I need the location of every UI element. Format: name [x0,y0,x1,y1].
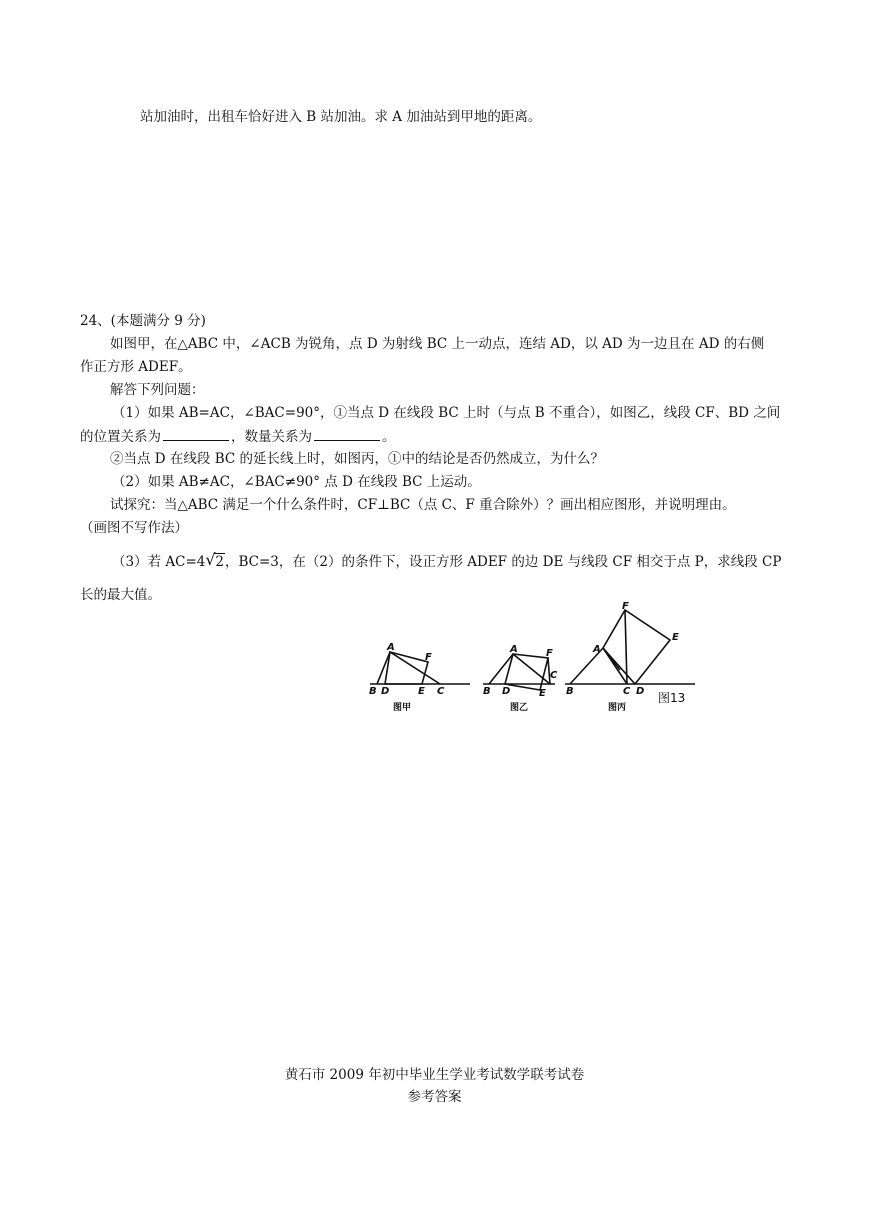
point-label: A [387,642,395,653]
text-line [80,427,396,446]
sqrt-expression [205,550,225,571]
figure-label: 图甲 [393,703,412,713]
figure-13 [365,598,705,716]
point-label: F [546,648,553,659]
point-label: F [425,652,432,663]
question-header: 24、(本题满分 9 分) [80,313,206,329]
text-fragment: ，数量关系为 [231,429,312,445]
text-line: 解答下列问题： [110,382,205,398]
fig-yi-triangle [489,654,550,684]
fig-jia-square [385,652,428,684]
text-line: （2）如果 AB≠AC，∠BAC≠90° 点 D 在线段 BC 上运动。 [112,474,481,490]
point-label: E [672,632,679,643]
text-fragment: 的位置关系为 [80,429,161,445]
point-label: B [369,686,377,697]
point-label: D [502,686,511,697]
text-line: （1）如果 AB=AC，∠BAC=90°，①当点 D 在线段 BC 上时（与点 B 不重合），如图乙，线段 CF、BD 之间 [112,405,781,421]
point-label: B [483,686,491,697]
footer-subtitle: 参考答案 [407,1089,462,1105]
radical-sign: √ [205,550,216,569]
point-label: A [510,644,518,655]
point-label: E [418,686,425,697]
figure-caption: 图13 [658,691,686,705]
text-line: 如图甲，在△ABC 中，∠ACB 为锐角，点 D 为射线 BC 上一动点，连结 AD，以 AD 为一边且在 AD 的右侧 [110,336,765,352]
point-label: F [622,601,629,612]
fig-bing-square [603,610,670,684]
point-label: C [550,670,558,681]
radicand: 2 [215,554,224,570]
text-line: 作正方形 ADEF。 [80,359,192,375]
point-label: D [381,686,390,697]
point-label: C [623,686,631,697]
point-label: A [593,644,601,655]
text-fragment: （3）若 AC=4 [112,554,206,570]
answer-blank [163,427,229,441]
point-label: C [437,686,445,697]
footer-title: 黄石市 2009 年初中毕业生学业考试数学联考试卷 [284,1067,585,1083]
text-line: （画图不写作法） [80,520,188,536]
answer-blank [314,427,380,441]
text-fragment: ，BC=3，在（2）的条件下，设正方形 ADEF 的边 DE 与线段 CF 相交于点 P，求线段 CP [224,554,782,570]
geometry-figures [365,598,705,716]
text-line: 站加油时，出租车恰好进入 B 站加油。求 A 加油站到甲地的距离。 [140,109,542,125]
point-label: E [539,688,546,699]
text-line: 长的最大值。 [80,587,161,603]
point-label: B [566,686,574,697]
figure-label: 图丙 [608,703,627,713]
text-line: 试探究：当△ABC 满足一个什么条件时，CF⊥BC（点 C、F 重合除外）？画出相应图形，并说明理由。 [110,497,736,513]
text-fragment: 。 [382,429,396,445]
figure-label: 图乙 [510,703,529,713]
text-line [112,550,782,571]
text-line: ②当点 D 在线段 BC 的延长线上时，如图丙，①中的结论是否仍然成立，为什么？ [110,451,604,467]
fig-bing-inner [603,648,620,670]
point-label: D [636,686,645,697]
